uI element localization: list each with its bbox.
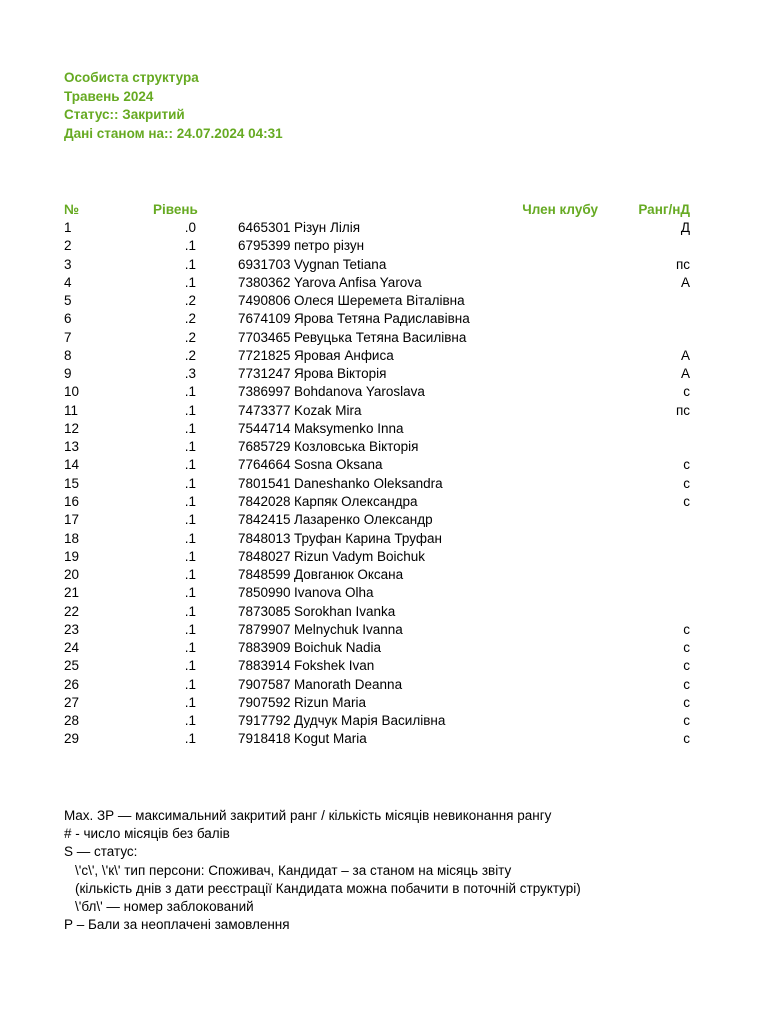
member-name: Daneshanko Oleksandra bbox=[294, 475, 443, 491]
table-row bbox=[0, 730, 768, 748]
member-id: 7918418 bbox=[238, 731, 291, 747]
row-number: 15 bbox=[64, 475, 80, 491]
table-row bbox=[0, 310, 768, 328]
row-rank: с bbox=[683, 731, 690, 747]
row-level: .1 bbox=[184, 585, 196, 601]
row-level: .1 bbox=[184, 731, 196, 747]
member-name: Sorokhan Ivanka bbox=[294, 603, 396, 619]
row-level: .1 bbox=[184, 512, 196, 528]
row-number: 6 bbox=[64, 311, 72, 327]
row-rank: пс bbox=[675, 402, 690, 418]
row-level: .1 bbox=[184, 420, 196, 436]
report-period: Травень 2024 bbox=[64, 88, 154, 104]
member-name: Яровая Анфиса bbox=[294, 347, 394, 363]
row-number: 13 bbox=[64, 439, 80, 455]
member-id: 7850990 bbox=[238, 585, 291, 601]
row-level: .1 bbox=[184, 676, 196, 692]
report-data-date: Дані станом на:: 24.07.2024 04:31 bbox=[64, 125, 283, 141]
legend bbox=[64, 807, 581, 934]
row-number: 26 bbox=[64, 676, 80, 692]
table-row bbox=[0, 511, 768, 529]
row-number: 1 bbox=[64, 220, 72, 235]
member-id: 7703465 bbox=[238, 329, 291, 345]
row-level: .1 bbox=[184, 493, 196, 509]
row-rank: с bbox=[683, 457, 690, 473]
member-id: 7917792 bbox=[238, 713, 291, 729]
member-id: 7490806 bbox=[238, 293, 291, 309]
row-rank: с bbox=[683, 493, 690, 509]
table-row bbox=[0, 438, 768, 456]
member-name: Карпяк Олександра bbox=[294, 493, 418, 509]
table-row bbox=[0, 639, 768, 657]
row-number: 7 bbox=[64, 329, 72, 345]
table-row bbox=[0, 237, 768, 255]
row-number: 19 bbox=[64, 548, 80, 564]
table-row bbox=[0, 274, 768, 292]
member-id: 7674109 bbox=[238, 311, 291, 327]
row-level: .1 bbox=[184, 274, 196, 290]
row-rank: пс bbox=[675, 256, 690, 272]
row-rank: А bbox=[680, 347, 690, 363]
member-name: Ярова Вікторія bbox=[294, 366, 387, 382]
row-level: .2 bbox=[184, 311, 196, 327]
column-header-member: Член клубу bbox=[522, 202, 598, 217]
table-row bbox=[0, 621, 768, 639]
legend-candidate-days: (кількість днів з дати реєстрації Кандидата можна побачити в поточній структурі) bbox=[75, 880, 581, 896]
row-rank: с bbox=[683, 475, 690, 491]
row-number: 24 bbox=[64, 640, 80, 656]
member-id: 7842415 bbox=[238, 512, 291, 528]
member-id: 7764664 bbox=[238, 457, 291, 473]
member-name: Ivanova Olha bbox=[294, 585, 374, 601]
row-level: .2 bbox=[184, 293, 196, 309]
row-number: 3 bbox=[64, 256, 72, 272]
member-id: 7848027 bbox=[238, 548, 291, 564]
row-rank: с bbox=[683, 640, 690, 656]
member-id: 7386997 bbox=[238, 384, 291, 400]
row-number: 21 bbox=[64, 585, 80, 601]
row-number: 4 bbox=[64, 274, 72, 290]
row-level: .1 bbox=[184, 603, 196, 619]
row-level: .1 bbox=[184, 713, 196, 729]
row-rank: с bbox=[683, 658, 690, 674]
member-id: 7907592 bbox=[238, 694, 291, 710]
row-number: 20 bbox=[64, 567, 80, 583]
row-number: 18 bbox=[64, 530, 80, 546]
member-name: Manorath Deanna bbox=[294, 676, 403, 692]
member-name: Melnychuk Ivanna bbox=[294, 621, 403, 637]
member-name: Олеся Шеремета Віталівна bbox=[294, 293, 465, 309]
member-id: 7721825 bbox=[238, 347, 291, 363]
row-level: .1 bbox=[184, 439, 196, 455]
row-level: .3 bbox=[184, 366, 196, 382]
table-row bbox=[0, 657, 768, 675]
row-number: 27 bbox=[64, 694, 80, 710]
legend-status: S — статус: bbox=[64, 844, 138, 860]
member-name: Довганюк Оксана bbox=[294, 567, 404, 583]
member-id: 7731247 bbox=[238, 366, 291, 382]
table-row bbox=[0, 256, 768, 274]
member-name: Rizun Maria bbox=[294, 694, 367, 710]
column-header-number: № bbox=[64, 202, 80, 217]
member-name: Fokshek Ivan bbox=[294, 658, 375, 674]
row-number: 5 bbox=[64, 293, 72, 309]
member-name: Лазаренко Олександр bbox=[294, 512, 433, 528]
row-rank: с bbox=[683, 713, 690, 729]
member-name: Ревуцька Тетяна Василівна bbox=[294, 329, 467, 345]
table-row bbox=[0, 292, 768, 310]
row-number: 10 bbox=[64, 384, 80, 400]
member-id: 7848599 bbox=[238, 567, 291, 583]
row-level: .2 bbox=[184, 329, 196, 345]
member-name: Дудчук Марія Василівна bbox=[294, 713, 446, 729]
row-rank: А bbox=[680, 366, 690, 382]
member-id: 7842028 bbox=[238, 493, 291, 509]
table-row bbox=[0, 566, 768, 584]
report-header bbox=[64, 69, 283, 143]
row-level: .1 bbox=[184, 238, 196, 254]
table-row bbox=[0, 402, 768, 420]
member-id: 7685729 bbox=[238, 439, 291, 455]
row-rank: с bbox=[683, 676, 690, 692]
table-row bbox=[0, 712, 768, 730]
row-number: 2 bbox=[64, 238, 72, 254]
member-name: петро різун bbox=[294, 238, 365, 254]
row-number: 22 bbox=[64, 603, 80, 619]
row-level: .1 bbox=[184, 457, 196, 473]
row-level: .1 bbox=[184, 640, 196, 656]
member-id: 7879907 bbox=[238, 621, 291, 637]
member-name: Kozak Mira bbox=[294, 402, 362, 418]
row-level: .1 bbox=[184, 621, 196, 637]
table-row bbox=[0, 347, 768, 365]
member-name: Різун Лілія bbox=[294, 220, 361, 235]
member-name: Труфан Карина Труфан bbox=[294, 530, 442, 546]
member-id: 7473377 bbox=[238, 402, 291, 418]
member-id: 7873085 bbox=[238, 603, 291, 619]
member-id: 6931703 bbox=[238, 256, 291, 272]
legend-blocked: \'бл\' — номер заблокований bbox=[75, 899, 254, 915]
row-number: 12 bbox=[64, 420, 80, 436]
member-name: Kogut Maria bbox=[294, 731, 367, 747]
table-row bbox=[0, 584, 768, 602]
member-id: 7544714 bbox=[238, 420, 291, 436]
legend-person-type: \'с\', \'к\' тип персони: Споживач, Кандидат – за станом на місяць звіту bbox=[75, 862, 512, 878]
row-level: .1 bbox=[184, 567, 196, 583]
row-level: .1 bbox=[184, 256, 196, 272]
member-id: 7380362 bbox=[238, 274, 291, 290]
row-rank: с bbox=[683, 621, 690, 637]
member-name: Vygnan Tetiana bbox=[294, 256, 387, 272]
table-row bbox=[0, 548, 768, 566]
legend-max-rank: Max. ЗР — максимальний закритий ранг / кількість місяців невиконання рангу bbox=[64, 808, 552, 823]
member-name: Bohdanova Yaroslava bbox=[294, 384, 425, 400]
row-number: 9 bbox=[64, 366, 72, 382]
row-number: 11 bbox=[64, 402, 79, 418]
row-rank: Д bbox=[680, 220, 690, 235]
row-level: .1 bbox=[184, 548, 196, 564]
member-id: 7801541 bbox=[238, 475, 291, 491]
row-number: 25 bbox=[64, 658, 80, 674]
structure-table-body bbox=[0, 219, 768, 749]
table-row bbox=[0, 219, 768, 237]
row-level: .1 bbox=[184, 530, 196, 546]
table-row bbox=[0, 365, 768, 383]
member-id: 7907587 bbox=[238, 676, 291, 692]
member-id: 7848013 bbox=[238, 530, 291, 546]
table-row bbox=[0, 420, 768, 438]
report-title: Особиста структура bbox=[64, 70, 199, 85]
column-header-rank: Ранг/нД bbox=[638, 202, 690, 217]
row-number: 29 bbox=[64, 731, 80, 747]
table-row bbox=[0, 603, 768, 621]
member-name: Maksymenko Inna bbox=[294, 420, 404, 436]
member-id: 7883914 bbox=[238, 658, 291, 674]
row-level: .1 bbox=[184, 384, 196, 400]
row-number: 14 bbox=[64, 457, 80, 473]
member-name: Yarova Anfisa Yarova bbox=[294, 274, 422, 290]
row-rank: с bbox=[683, 694, 690, 710]
table-row bbox=[0, 456, 768, 474]
member-name: Козловська Вікторія bbox=[294, 439, 419, 455]
column-header-level: Рівень bbox=[153, 202, 198, 217]
report-status: Статус:: Закритий bbox=[64, 107, 185, 122]
table-row bbox=[0, 676, 768, 694]
row-number: 23 bbox=[64, 621, 80, 637]
table-header bbox=[0, 201, 768, 219]
row-level: .1 bbox=[184, 658, 196, 674]
row-number: 16 bbox=[64, 493, 80, 509]
row-level: .2 bbox=[184, 347, 196, 363]
table-row bbox=[0, 530, 768, 548]
row-number: 17 bbox=[64, 512, 80, 528]
member-name: Rizun Vadym Boichuk bbox=[294, 548, 426, 564]
row-rank: А bbox=[680, 274, 690, 290]
table-row bbox=[0, 493, 768, 511]
row-level: .0 bbox=[184, 220, 196, 235]
member-name: Sosna Oksana bbox=[294, 457, 383, 473]
row-number: 8 bbox=[64, 347, 72, 363]
table-row bbox=[0, 694, 768, 712]
table-row bbox=[0, 383, 768, 401]
row-level: .1 bbox=[184, 475, 196, 491]
member-id: 6795399 bbox=[238, 238, 291, 254]
table-row bbox=[0, 329, 768, 347]
legend-unpaid-points: Р – Бали за неоплачені замовлення bbox=[64, 917, 290, 933]
row-rank: с bbox=[683, 384, 690, 400]
row-level: .1 bbox=[184, 402, 196, 418]
row-number: 28 bbox=[64, 713, 80, 729]
member-name: Boichuk Nadia bbox=[294, 640, 382, 656]
legend-months-without-points: # - число місяців без балів bbox=[64, 826, 230, 842]
member-id: 7883909 bbox=[238, 640, 291, 656]
member-id: 6465301 bbox=[238, 220, 291, 235]
table-row bbox=[0, 475, 768, 493]
member-name: Ярова Тетяна Радиславівна bbox=[294, 311, 470, 327]
row-level: .1 bbox=[184, 694, 196, 710]
